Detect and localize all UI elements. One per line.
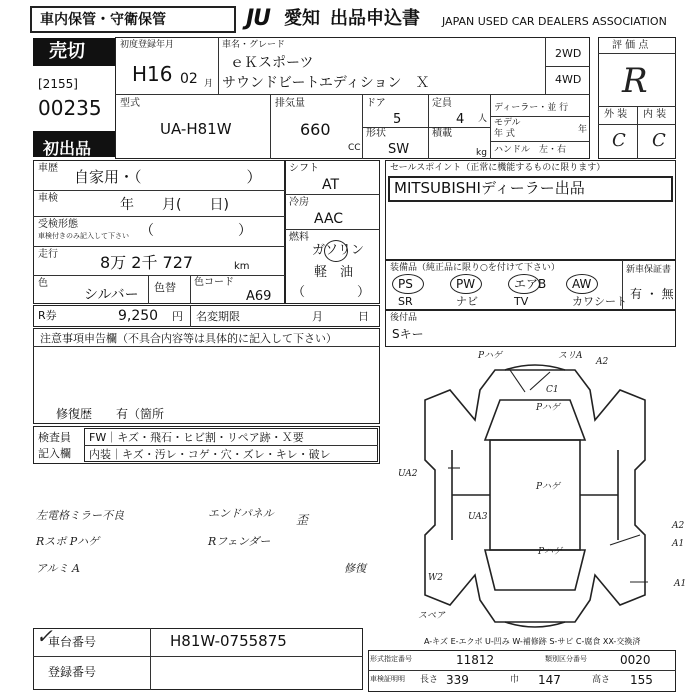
brand-logo: JU xyxy=(246,6,271,31)
damage-mark: A1 xyxy=(672,539,685,549)
handwritten-note-4: エンドパネル xyxy=(208,507,274,520)
inspection-label: 車検 xyxy=(38,193,58,204)
handle-label: ハンドル 左・右 xyxy=(494,145,567,155)
displacement: 660 xyxy=(300,120,331,139)
sold-badge: 売切 xyxy=(33,38,115,66)
width-label: 巾 xyxy=(510,675,520,685)
damage-mark: スペア xyxy=(418,611,446,621)
shape: SW xyxy=(388,142,410,157)
drive-4wd: 4WD xyxy=(555,73,582,86)
reg-month: 02 xyxy=(180,71,198,87)
notes-label: 注意事項申告欄（不具合内容等は具体的に記入して下さい） xyxy=(40,332,337,345)
model-year-label-2: 年 式 xyxy=(494,129,515,139)
displacement-label: 排気量 xyxy=(275,98,305,109)
model-grade: サウンドビートエディション Ｘ xyxy=(222,75,430,91)
equipment-item: エアB xyxy=(514,277,547,291)
capacity: 4 xyxy=(456,112,465,127)
equipment-label: 装備品（純正品に限り○を付けて下さい） xyxy=(390,263,560,273)
lot-number: 00235 xyxy=(38,96,102,120)
sales-point-label: セールスポイント（正常に機能するものに限ります） xyxy=(390,163,606,173)
damage-legend: A-キズ E-エクボ U-凹み W-補修跡 S-サビ C-腐食 XX-交換済 xyxy=(424,637,641,646)
exterior-label: 外 装 xyxy=(604,109,628,120)
receipt-value: （ ） xyxy=(140,223,252,239)
equipment-circle-mark xyxy=(566,274,598,294)
shift-label: シフト xyxy=(289,163,319,174)
inspector-fw-row: FW｜キズ・飛石・ヒビ割・リペア跡・Ｘ要 xyxy=(89,431,304,444)
shift-value: AT xyxy=(322,177,340,193)
registration-label: 登録番号 xyxy=(48,665,97,679)
name-change-label: 名変期限 xyxy=(196,310,240,323)
reg-month-unit: 月 xyxy=(204,79,214,89)
category-value: 0020 xyxy=(620,653,651,667)
recycle-label: R券 xyxy=(38,309,57,322)
interior-label: 内 装 xyxy=(643,109,667,120)
shape-label: 形状 xyxy=(366,128,386,139)
equipment-item: TV xyxy=(514,295,529,308)
interior-grade: C xyxy=(652,130,666,151)
width-value: 147 xyxy=(538,673,561,687)
capacity-label: 定員 xyxy=(432,98,452,109)
handwritten-note-5: Rフェンダー xyxy=(208,535,271,548)
equipment-circle-mark xyxy=(450,274,482,294)
fuel-paren: （ ） xyxy=(292,285,371,300)
load-unit: kg xyxy=(476,148,487,158)
inspector-label-1: 検査員 xyxy=(38,431,71,444)
damage-mark: スリA xyxy=(558,351,583,361)
color-value: シルバー xyxy=(84,287,139,303)
brand-name: 愛知 xyxy=(284,8,320,29)
era-year: H16 xyxy=(132,62,173,86)
mileage-unit: km xyxy=(234,261,250,272)
height-value: 155 xyxy=(630,673,653,687)
inspector-interior-row: 内装｜キズ・汚レ・コゲ・穴・ズレ・キレ・破レ xyxy=(89,448,331,461)
handwritten-note-2: Rスポ Pハゲ xyxy=(36,535,100,548)
ac-label: 冷房 xyxy=(289,197,309,208)
handwritten-note-1: 左電格ミラー不良 xyxy=(36,509,124,522)
model-spec-value: 11812 xyxy=(456,653,495,667)
handwritten-note-3: アルミ A xyxy=(36,562,81,575)
model-grade-label: 車名・グレード xyxy=(222,40,286,50)
first-listing-badge: 初出品 xyxy=(33,131,115,157)
fuel-circle-mark xyxy=(324,240,348,262)
equipment-circle-mark xyxy=(508,274,540,294)
options-value: Sキー xyxy=(392,327,424,341)
color-code: A69 xyxy=(246,289,272,304)
association-name: JAPAN USED CAR DEALERS ASSOCIATION xyxy=(442,15,667,28)
fuel-other: 軽 油 xyxy=(314,265,354,280)
damage-mark: Pハゲ xyxy=(538,547,563,557)
car-damage-diagram xyxy=(390,350,680,632)
damage-mark: C1 xyxy=(546,385,559,395)
height-label: 高さ xyxy=(592,675,611,685)
equipment-item: SR xyxy=(398,295,413,308)
checkmark: ✓ xyxy=(36,624,53,648)
inspection-value: 年 月( 日) xyxy=(120,197,229,213)
receipt-label: 受検形態 xyxy=(38,219,78,230)
history-value: 自家用・（ ） xyxy=(74,168,262,186)
load-label: 積載 xyxy=(432,128,452,139)
equipment-item: PS xyxy=(398,277,413,291)
warranty-value: 有 ・ 無 xyxy=(630,287,674,301)
damage-mark: Pハゲ xyxy=(478,351,503,361)
form-title: 出品申込書 xyxy=(330,8,420,29)
lot-bracket: [2155] xyxy=(38,77,78,91)
damage-mark: Pハゲ xyxy=(536,403,561,413)
name-change-month: 月 xyxy=(312,310,323,323)
equipment-item: AW xyxy=(572,277,592,291)
sales-point-value: MITSUBISHIディーラー出品 xyxy=(394,179,585,197)
name-change-day: 日 xyxy=(358,310,369,323)
model-spec-label: 形式指定番号 xyxy=(370,655,412,663)
options-frame xyxy=(385,310,676,347)
type-code: UA-H81W xyxy=(160,120,232,138)
equipment-circle-mark xyxy=(392,274,424,294)
handwritten-note-6: 歪 xyxy=(296,513,309,527)
rating-value: R xyxy=(622,61,648,101)
exterior-grade: C xyxy=(612,130,626,151)
model-name: ｅＫスポーツ xyxy=(230,55,314,71)
damage-mark: UA2 xyxy=(398,469,418,479)
storage-label-box xyxy=(30,6,236,33)
chassis-label: 車台番号 xyxy=(48,635,97,649)
first-reg-label: 初度登録年月 xyxy=(120,40,175,50)
equipment-item: PW xyxy=(456,277,476,291)
fuel-value: ガソリン xyxy=(312,243,365,258)
dealer-import-label: ディーラー・並 行 xyxy=(494,103,569,113)
damage-mark: A2 xyxy=(672,521,685,531)
type-label: 型式 xyxy=(120,98,140,109)
color-code-label: 色コード xyxy=(194,277,234,288)
mileage-label: 走行 xyxy=(38,249,58,260)
fuel-label: 燃料 xyxy=(289,232,309,243)
receipt-note: 車検付きのみ記入して下さい xyxy=(38,232,129,240)
damage-mark: A2 xyxy=(596,357,609,367)
warranty-label: 新車保証書 xyxy=(626,265,672,275)
repair-history: 修復歴 有（箇所 xyxy=(56,407,165,421)
model-year-unit: 年 xyxy=(578,125,588,135)
sales-point-frame xyxy=(385,160,676,260)
model-year-label-1: モデル xyxy=(494,118,521,128)
equipment-item: ナビ xyxy=(456,295,478,308)
color-label: 色 xyxy=(38,278,48,289)
rating-label: 評 価 点 xyxy=(612,40,649,51)
displacement-unit: CC xyxy=(348,143,361,153)
drive-2wd: 2WD xyxy=(555,47,582,60)
doors-label: ドア xyxy=(366,98,386,109)
dims-label: 車検証明明 xyxy=(370,675,405,683)
damage-mark: A1 xyxy=(674,579,687,589)
doors: 5 xyxy=(393,112,402,127)
equipment-item: カワシート xyxy=(572,295,627,308)
recycle-value: 9,250 xyxy=(118,308,159,324)
recycle-unit: 円 xyxy=(172,310,183,323)
damage-mark: Pハゲ xyxy=(536,482,561,492)
storage-label: 車内保管・守衛保管 xyxy=(40,12,166,28)
category-label: 類別区分番号 xyxy=(545,655,587,663)
repaint-label: 色替 xyxy=(154,281,176,294)
capacity-unit: 人 xyxy=(478,114,488,124)
damage-mark: UA3 xyxy=(468,512,488,522)
handwritten-note-7: 修復 xyxy=(344,562,366,575)
ac-value: AAC xyxy=(314,211,344,227)
options-label: 後付品 xyxy=(390,313,418,323)
mileage-value: 8万 2千 727 xyxy=(100,253,194,272)
history-label: 車歴 xyxy=(38,163,58,174)
inspector-label-2: 記入欄 xyxy=(38,447,71,460)
length-label: 長さ xyxy=(420,675,439,685)
chassis-value: H81W-0755875 xyxy=(170,632,287,650)
length-value: 339 xyxy=(446,673,469,687)
damage-mark: W2 xyxy=(428,573,443,583)
